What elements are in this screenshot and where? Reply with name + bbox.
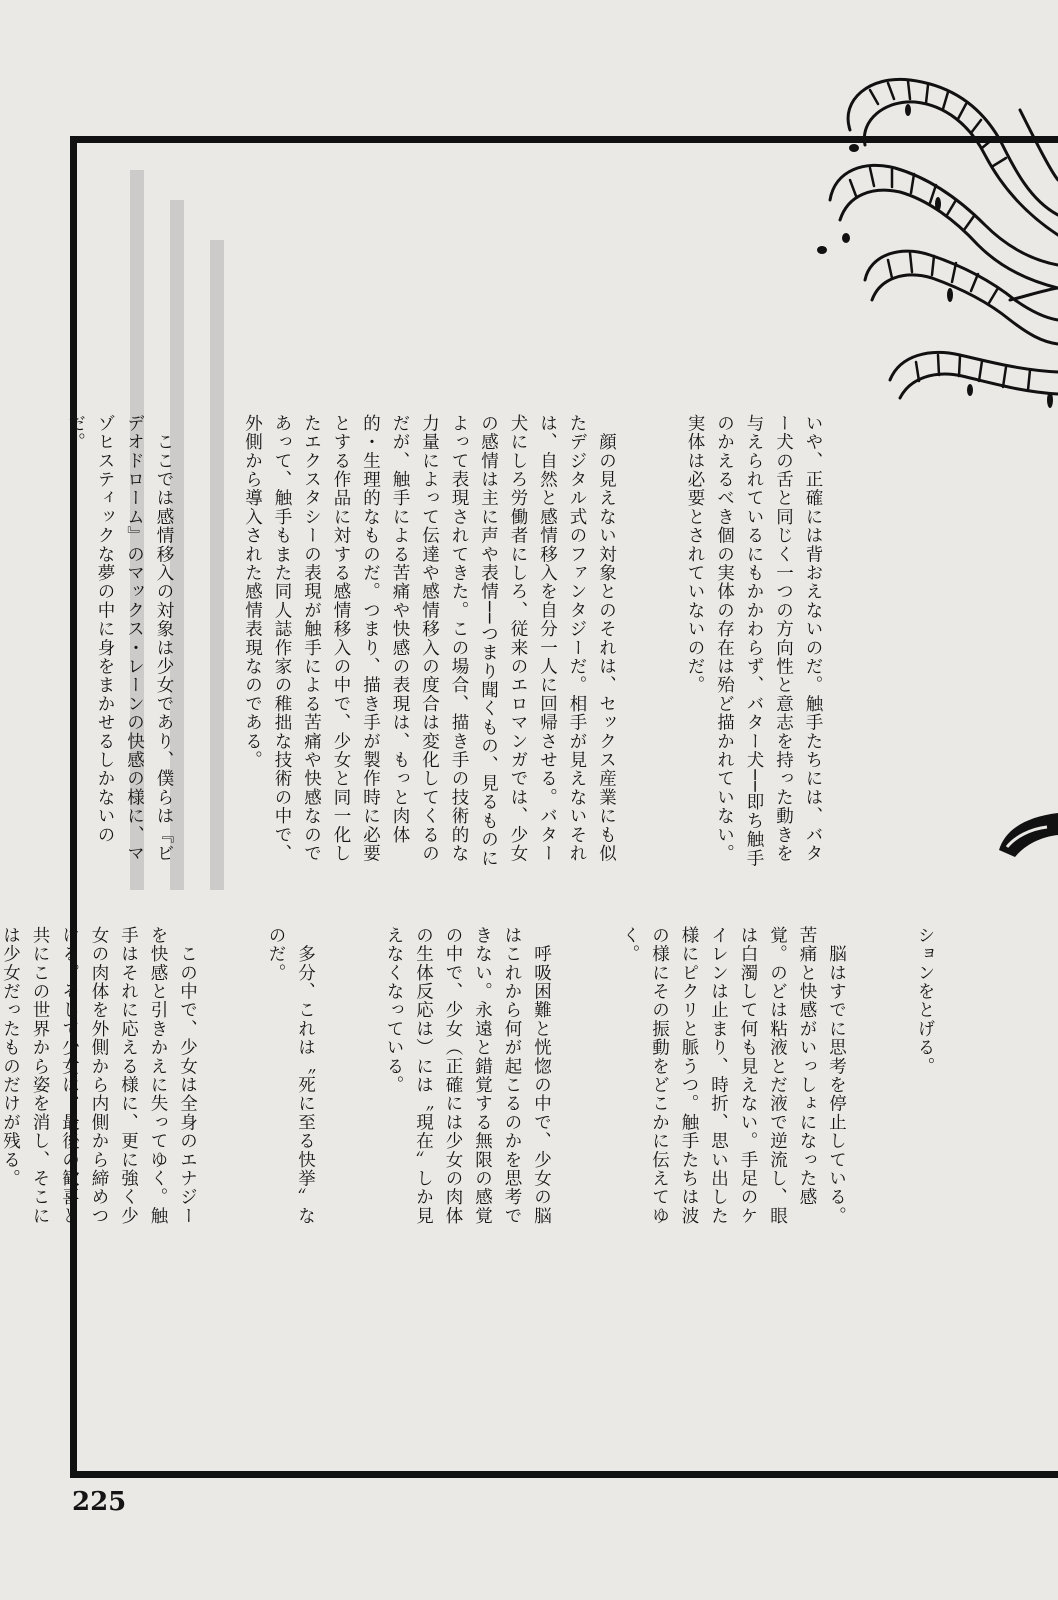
claw-illustration [985,795,1058,865]
paragraph: いや、正確には背おえないのだ。触手たちには、バター犬の舌と同じく一つの方向性と意志を持った動きを与えられているにもかかわらず、バター犬──即ち触手のかえるべき個の実体の存在は殆ど描かれていない。実体は必要とされていないのだ。 [685,414,823,868]
paragraph: ションをとげる。 [915,926,935,1076]
upper-text-column [65,414,886,874]
paragraph: 脳はすでに思考を停止している。苦痛と快感がいっしょになった感覚。のどは粘液とだ液で逆流し、眼は白濁して何も見えない。手足のケイレンは止まり、時折、思い出した様にピクリと脈うつ。触手たちは波の様にその振動をどこかに伝えてゆく。 [620,926,847,1226]
paragraph: 多分、これは〝死に至る快挙〟なのだ。 [266,926,316,1226]
page-number: 225 [72,1487,127,1517]
tentacle-illustration [810,50,1058,420]
paragraph: 顔の見えない対象とのそれは、セックス産業にも似たデジタル式のファンタジーだ。相手が見えないそれは、自然と感情移入を自分一人に回帰させる。バター犬にしろ労働者にしろ、従来のエロマンガでは、少女の感情は主に声や表情──つまり聞くもの、見るものによって表現されてきた。この場合、描き手の技術的な力量によって伝達や感情移入の度合は変化してくるのだが、触手による苦痛や快感の表現は、もっと肉体的・生理的なものだ。つまり、描き手が製作時に必要とする作品に対する感情移入の中で、少女と同一化したエクスタシーの表現が触手による苦痛や快感なのであって、触手もまた同人誌作家の稚拙な技術の中で、外側から導入された感情表現なのである。 [242,414,617,868]
lower-text-column [0,926,998,1236]
paragraph: この中で、少女は全身のエナジーを快感と引きかえに失ってゆく。触手はそれに応える様に、更に強く少女の肉体を外側から内側から締めつける。そして少女は、最後の歓喜と共にこの世界から姿を消し、そこには少女だったものだけが残る。 [0,926,198,1226]
paragraph: 呼吸困難と恍惚の中で、少女の脳はこれから何が起こるのかを思考できない。永遠と錯覚する無限の感覚の中で、少女（正確には少女の肉体の生体反応は）には〝現在〟しか見えなくなっている。 [384,926,552,1226]
paragraph: ここでは感情移入の対象は少女であり、僕らは『ビデオドローム』のマックス・レーンの快感の様に、マゾヒスティックな夢の中に身をまかせるしかないのだ。 [65,414,174,863]
